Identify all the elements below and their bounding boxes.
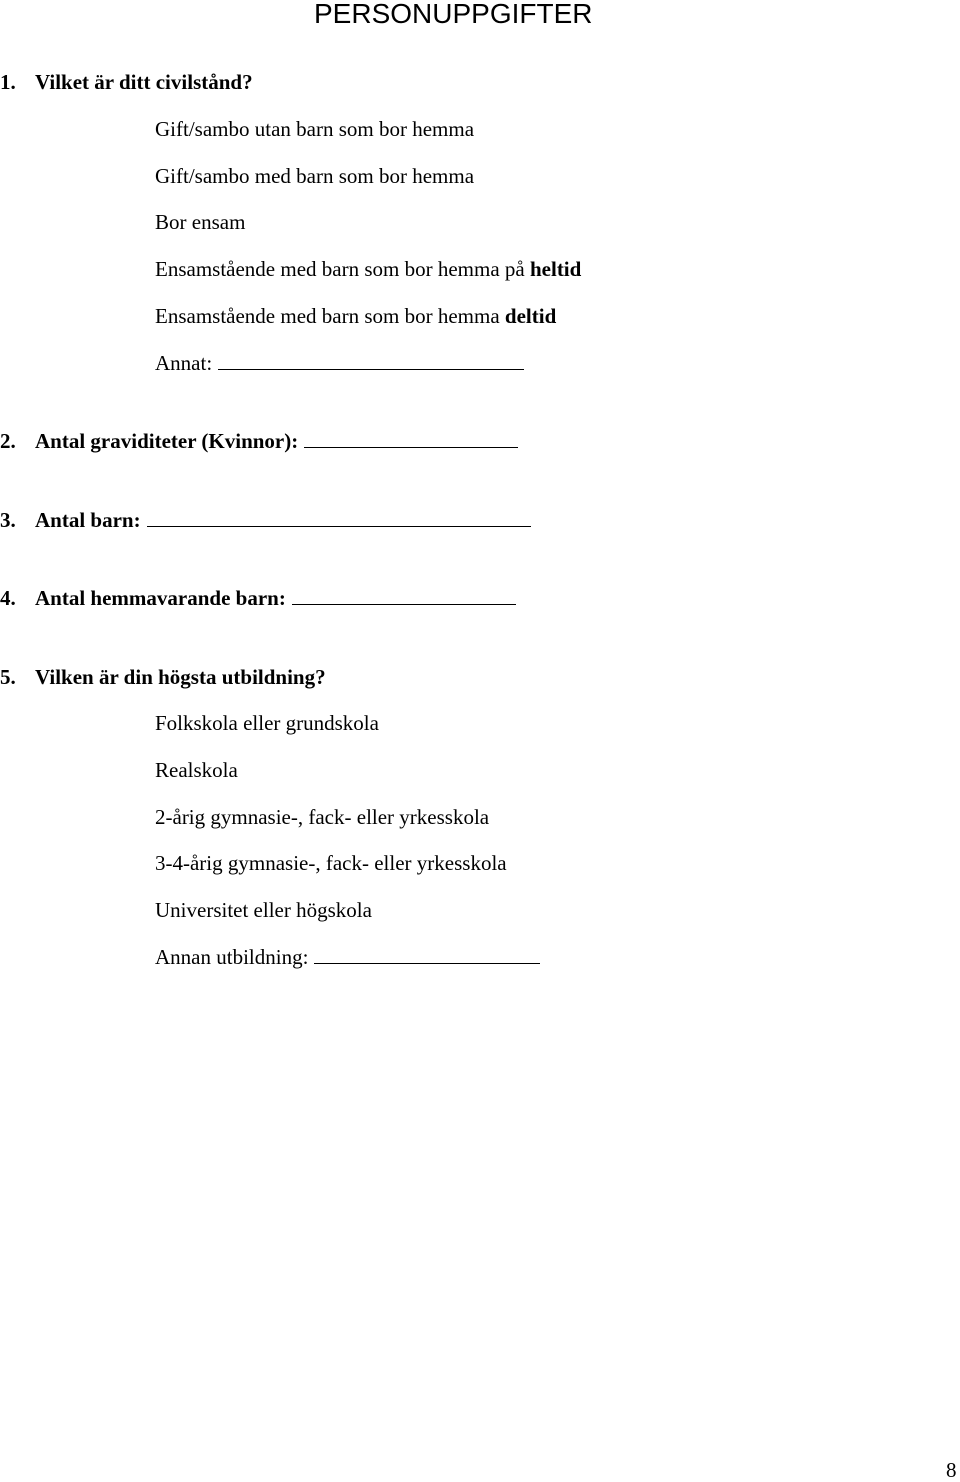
pregnancies-answer-line[interactable]	[304, 429, 518, 448]
education-option: Universitet eller högskola	[155, 898, 372, 922]
civil-status-option	[155, 304, 556, 328]
question-number: 4.	[0, 586, 16, 610]
question-4	[0, 586, 516, 610]
page-number: 8	[946, 1458, 957, 1482]
education-option-other	[155, 945, 540, 969]
option-text: Annan utbildning:	[155, 945, 309, 969]
question-text: Antal hemmavarande barn:	[35, 586, 286, 610]
option-emphasis: deltid	[504, 304, 557, 328]
question-3	[0, 508, 531, 532]
home-children-answer-line[interactable]	[292, 586, 516, 605]
question-5	[0, 665, 326, 689]
civil-status-option-other	[155, 351, 524, 375]
question-text: Antal barn:	[35, 508, 141, 532]
question-number: 1.	[0, 70, 16, 94]
children-answer-line[interactable]	[147, 508, 531, 527]
question-number: 3.	[0, 508, 16, 532]
civil-status-option: Gift/sambo med barn som bor hemma	[155, 164, 475, 188]
question-text: Antal graviditeter (Kvinnor):	[35, 429, 299, 453]
question-number: 2.	[0, 429, 16, 453]
education-option: Folkskola eller grundskola	[155, 711, 379, 735]
question-text: Vilken är din högsta utbildning?	[35, 665, 326, 689]
question-1	[0, 70, 253, 94]
option-text: Annat:	[155, 351, 213, 375]
civil-status-option: Bor ensam	[155, 210, 246, 234]
question-number: 5.	[0, 665, 16, 689]
other-education-answer-line[interactable]	[314, 945, 540, 964]
other-answer-line[interactable]	[218, 351, 524, 370]
question-text: Vilket är ditt civilstånd?	[35, 70, 253, 94]
option-text: Ensamstående med barn som bor hemma på	[155, 257, 530, 281]
civil-status-option	[155, 257, 581, 281]
education-option: Realskola	[155, 758, 238, 782]
option-emphasis: heltid	[529, 257, 582, 281]
option-text: Ensamstående med barn som bor hemma	[155, 304, 505, 328]
page-title: PERSONUPPGIFTER	[314, 0, 593, 29]
education-option: 3-4-årig gymnasie-, fack- eller yrkesskola	[155, 851, 507, 875]
civil-status-option: Gift/sambo utan barn som bor hemma	[155, 117, 475, 141]
question-2	[0, 429, 518, 453]
education-option: 2-årig gymnasie-, fack- eller yrkesskola	[155, 805, 490, 829]
